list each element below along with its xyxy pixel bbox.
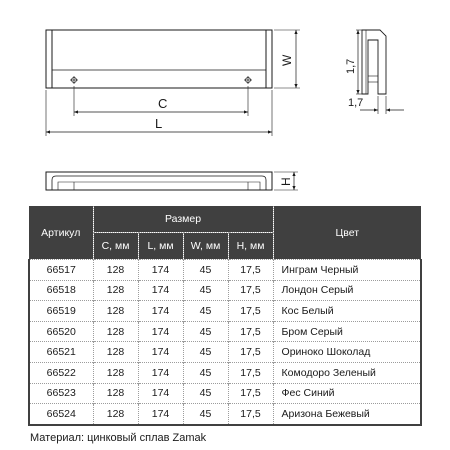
cell-l: 174 bbox=[138, 342, 183, 363]
cell-color: Инграм Черный bbox=[273, 260, 421, 281]
cell-l: 174 bbox=[138, 362, 183, 383]
cell-color: Ориноко Шоколад bbox=[273, 342, 421, 363]
technical-drawing bbox=[0, 0, 450, 200]
table-row bbox=[29, 342, 421, 363]
cell-w: 45 bbox=[183, 280, 228, 301]
material-note: Материал: цинковый сплав Zamak bbox=[30, 432, 207, 444]
top-view bbox=[46, 172, 298, 190]
cell-color: Аризона Бежевый bbox=[273, 404, 421, 425]
header-color: Цвет bbox=[273, 206, 421, 260]
table-row bbox=[29, 321, 421, 342]
cell-w: 45 bbox=[183, 383, 228, 404]
cell-w: 45 bbox=[183, 404, 228, 425]
cell-h: 17,5 bbox=[228, 301, 273, 322]
screw-hole-right bbox=[244, 76, 252, 84]
screw-hole-left bbox=[70, 76, 78, 84]
cell-article: 66521 bbox=[29, 342, 93, 363]
cell-h: 17,5 bbox=[228, 280, 273, 301]
cell-c: 128 bbox=[93, 383, 138, 404]
cell-c: 128 bbox=[93, 280, 138, 301]
cell-c: 128 bbox=[93, 260, 138, 281]
cell-c: 128 bbox=[93, 321, 138, 342]
cell-c: 128 bbox=[93, 301, 138, 322]
cell-article: 66517 bbox=[29, 260, 93, 281]
cell-c: 128 bbox=[93, 404, 138, 425]
cell-article: 66523 bbox=[29, 383, 93, 404]
cell-l: 174 bbox=[138, 301, 183, 322]
cell-l: 174 bbox=[138, 383, 183, 404]
side-height-label: 1,7 bbox=[345, 58, 357, 74]
cell-w: 45 bbox=[183, 260, 228, 281]
table-row bbox=[29, 383, 421, 404]
cell-article: 66524 bbox=[29, 404, 93, 425]
cell-color: Кос Белый bbox=[273, 301, 421, 322]
cell-w: 45 bbox=[183, 362, 228, 383]
table-row bbox=[29, 260, 421, 281]
table-row bbox=[29, 362, 421, 383]
cell-h: 17,5 bbox=[228, 404, 273, 425]
dimension-c-label: C bbox=[158, 96, 168, 111]
header-article: Артикул bbox=[29, 206, 93, 260]
table-row bbox=[29, 280, 421, 301]
table-row bbox=[29, 301, 421, 322]
cell-color: Лондон Серый bbox=[273, 280, 421, 301]
spec-table bbox=[28, 206, 422, 426]
cell-article: 66519 bbox=[29, 301, 93, 322]
cell-l: 174 bbox=[138, 404, 183, 425]
cell-l: 174 bbox=[138, 260, 183, 281]
cell-c: 128 bbox=[93, 342, 138, 363]
cell-color: Комодоро Зеленый bbox=[273, 362, 421, 383]
front-view bbox=[46, 30, 300, 136]
dimension-l-label: L bbox=[155, 116, 163, 131]
cell-h: 17,5 bbox=[228, 342, 273, 363]
cell-h: 17,5 bbox=[228, 321, 273, 342]
cell-h: 17,5 bbox=[228, 260, 273, 281]
cell-w: 45 bbox=[183, 321, 228, 342]
cell-l: 174 bbox=[138, 321, 183, 342]
cell-c: 128 bbox=[93, 362, 138, 383]
cell-article: 66518 bbox=[29, 280, 93, 301]
header-h: H, мм bbox=[228, 233, 273, 260]
dimension-h-label: H bbox=[279, 177, 293, 186]
side-thickness-label: 1,7 bbox=[348, 97, 364, 109]
cell-w: 45 bbox=[183, 342, 228, 363]
dimension-w-label: W bbox=[280, 54, 294, 66]
header-size: Размер bbox=[93, 206, 273, 233]
header-c: C, мм bbox=[93, 233, 138, 260]
cell-l: 174 bbox=[138, 280, 183, 301]
cell-w: 45 bbox=[183, 301, 228, 322]
table-row bbox=[29, 404, 421, 425]
header-l: L, мм bbox=[138, 233, 183, 260]
cell-article: 66520 bbox=[29, 321, 93, 342]
cell-color: Фес Синий bbox=[273, 383, 421, 404]
cell-article: 66522 bbox=[29, 362, 93, 383]
cell-h: 17,5 bbox=[228, 362, 273, 383]
cell-color: Бром Серый bbox=[273, 321, 421, 342]
header-w: W, мм bbox=[183, 233, 228, 260]
cell-h: 17,5 bbox=[228, 383, 273, 404]
